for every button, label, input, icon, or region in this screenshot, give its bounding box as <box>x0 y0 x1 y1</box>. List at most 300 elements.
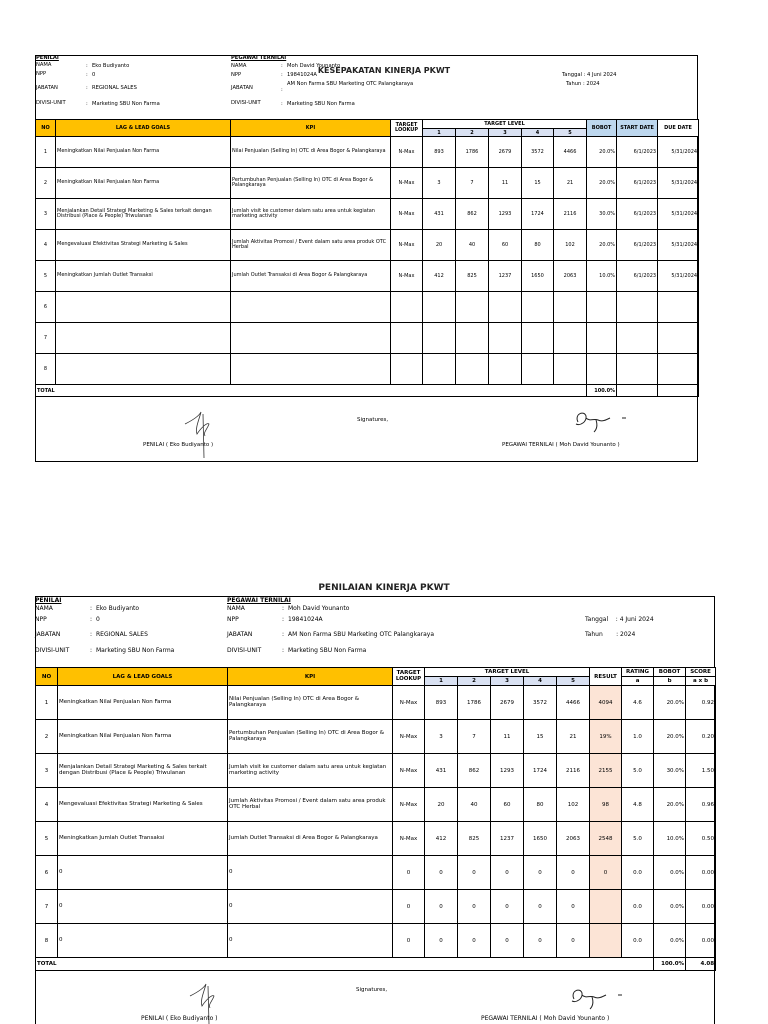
row-goal: Menjalankan Detail Strategi Marketing & Sales terkait dengan Distribusi (Place & People) Triwulanan <box>58 754 228 788</box>
row-bobot: 30.0% <box>587 199 617 230</box>
penilai-signature-caption: PENILAI ( Eko Budiyanto ) <box>143 442 214 448</box>
table-row <box>36 686 716 720</box>
header-no: NO <box>36 668 58 686</box>
nama-label: NAMA <box>36 62 52 68</box>
penilai-jabatan: REGIONAL SALES <box>96 631 148 638</box>
row-target-level <box>423 292 456 323</box>
row-start-date: 6/1/2023 <box>617 199 658 230</box>
header-lookup: TARGET LOOKUP <box>391 120 423 137</box>
nama-label: NAMA <box>35 605 53 612</box>
row-kpi: Nilai Penjualan (Selling In) OTC di Area Bogor & Palangkaraya <box>231 137 391 168</box>
table-row <box>36 924 716 958</box>
pegawai-jabatan: AM Non Farma SBU Marketing OTC Palangkaraya <box>287 81 414 87</box>
table-row <box>36 168 699 199</box>
row-target-level: 80 <box>522 230 554 261</box>
row-target-level: 862 <box>458 754 491 788</box>
row-target-level <box>554 292 587 323</box>
row-due-date <box>658 354 699 385</box>
row-rating: 1.0 <box>622 720 654 754</box>
row-target-level <box>554 354 587 385</box>
pegawai-heading: PEGAWAI TERNILAI <box>231 55 287 61</box>
row-target-level: 1786 <box>456 137 489 168</box>
divisi-label: DIVISI-UNIT <box>35 647 70 654</box>
row-result <box>590 924 622 958</box>
header-b: b <box>654 677 686 686</box>
pegawai-signature-caption: PEGAWAI TERNILAI ( Moh David Younanto ) <box>481 1015 610 1022</box>
row-rating: 5.0 <box>622 754 654 788</box>
header-level-5: 5 <box>557 677 590 686</box>
header-target-level: TARGET LEVEL <box>425 668 590 677</box>
row-target-level <box>554 323 587 354</box>
row-target-level: 40 <box>456 230 489 261</box>
row-target-level: 862 <box>456 199 489 230</box>
row-result: 98 <box>590 788 622 822</box>
row-no: 7 <box>36 323 56 354</box>
row-target-level: 825 <box>456 261 489 292</box>
row-goal <box>56 354 231 385</box>
tahun-value: 2024 <box>620 631 636 638</box>
header-goals: LAG & LEAD GOALS <box>58 668 228 686</box>
row-kpi <box>231 292 391 323</box>
header-a: a <box>622 677 654 686</box>
row-result: 2155 <box>590 754 622 788</box>
row-target-level <box>456 323 489 354</box>
row-bobot <box>587 292 617 323</box>
table-row <box>36 230 699 261</box>
row-kpi: Jumlah Aktivitas Promosi / Event dalam satu area produk OTC Herbal <box>231 230 391 261</box>
header-level-5: 5 <box>554 129 587 137</box>
row-target-level: 0 <box>557 924 590 958</box>
row-target-level: 7 <box>458 720 491 754</box>
row-lookup: 0 <box>393 890 425 924</box>
row-goal: Meningkatkan Nilai Penjualan Non Farma <box>58 686 228 720</box>
row-bobot <box>587 323 617 354</box>
table-row <box>36 323 699 354</box>
row-no: 2 <box>36 168 56 199</box>
header-goals: LAG & LEAD GOALS <box>56 120 231 137</box>
table-row <box>36 137 699 168</box>
row-goal: Meningkatkan Nilai Penjualan Non Farma <box>58 720 228 754</box>
row-target-level: 2679 <box>489 137 522 168</box>
row-no: 8 <box>36 354 56 385</box>
row-score: 0.50 <box>686 822 716 856</box>
row-score: 1.50 <box>686 754 716 788</box>
row-rating: 0.0 <box>622 890 654 924</box>
row-target-level: 102 <box>557 788 590 822</box>
row-goal <box>56 292 231 323</box>
row-target-level: 80 <box>524 788 557 822</box>
penilai-npp: 0 <box>96 616 100 623</box>
row-target-level: 20 <box>423 230 456 261</box>
row-goal: 0 <box>58 856 228 890</box>
row-no: 6 <box>36 292 56 323</box>
header-axb: a x b <box>686 677 716 686</box>
row-target-level: 2063 <box>557 822 590 856</box>
row-target-level: 0 <box>557 890 590 924</box>
header-rating: RATING <box>622 668 654 677</box>
jabatan-label: JABATAN <box>231 85 253 91</box>
row-lookup: N-Max <box>391 199 423 230</box>
row-target-level <box>489 292 522 323</box>
npp-label: NPP <box>35 616 47 623</box>
header-no: NO <box>36 120 56 137</box>
header-kpi: KPI <box>231 120 391 137</box>
nama-label: NAMA <box>227 605 245 612</box>
row-bobot: 10.0% <box>587 261 617 292</box>
nama-label: NAMA <box>231 63 247 69</box>
row-rating: 0.0 <box>622 924 654 958</box>
pegawai-signature-icon <box>572 408 632 432</box>
penilai-divisi: Marketing SBU Non Farma <box>96 647 175 654</box>
header-level-1: 1 <box>425 677 458 686</box>
row-no: 2 <box>36 720 58 754</box>
penilai-divisi: Marketing SBU Non Farma <box>92 101 160 107</box>
row-target-level <box>489 354 522 385</box>
row-bobot: 20.0% <box>654 788 686 822</box>
row-no: 4 <box>36 230 56 261</box>
penilaian-title: PENILAIAN KINERJA PKWT <box>318 583 450 593</box>
row-target-level <box>522 292 554 323</box>
row-target-level: 4466 <box>557 686 590 720</box>
table-row <box>36 261 699 292</box>
table-row <box>36 856 716 890</box>
row-target-level: 2063 <box>554 261 587 292</box>
row-lookup: 0 <box>393 856 425 890</box>
header-level-2: 2 <box>458 677 491 686</box>
row-goal: 0 <box>58 890 228 924</box>
jabatan-label: JABATAN <box>227 631 253 638</box>
row-target-level: 60 <box>491 788 524 822</box>
header-level-1: 1 <box>423 129 456 137</box>
divisi-label: DIVISI-UNIT <box>36 100 66 106</box>
row-result: 2548 <box>590 822 622 856</box>
row-target-level: 1786 <box>458 686 491 720</box>
tanggal-label: Tanggal <box>562 72 582 78</box>
row-start-date: 6/1/2023 <box>617 230 658 261</box>
row-no: 4 <box>36 788 58 822</box>
penilai-heading: PENILAI <box>36 55 59 61</box>
pegawai-divisi: Marketing SBU Non Farma <box>288 647 367 654</box>
row-target-level: 2116 <box>554 199 587 230</box>
row-rating: 4.6 <box>622 686 654 720</box>
row-target-level: 21 <box>554 168 587 199</box>
row-start-date: 6/1/2023 <box>617 137 658 168</box>
row-target-level <box>423 354 456 385</box>
header-lookup: TARGET LOOKUP <box>393 668 425 686</box>
row-bobot: 20.0% <box>654 686 686 720</box>
table-row <box>36 354 699 385</box>
total-bobot: 100.0% <box>587 385 617 397</box>
header-level-2: 2 <box>456 129 489 137</box>
row-goal: Meningkatkan Jumlah Outlet Transaksi <box>56 261 231 292</box>
row-target-level: 431 <box>423 199 456 230</box>
tahun-value: 2024 <box>586 81 600 87</box>
row-due-date <box>658 323 699 354</box>
row-kpi: 0 <box>228 924 393 958</box>
row-goal: Meningkatkan Jumlah Outlet Transaksi <box>58 822 228 856</box>
row-target-level: 1237 <box>491 822 524 856</box>
kesepakatan-tahun: Tahun : 2024 <box>566 81 600 87</box>
jabatan-label: JABATAN <box>36 85 58 91</box>
table-row <box>36 890 716 924</box>
row-bobot: 0.0% <box>654 924 686 958</box>
row-target-level: 2116 <box>557 754 590 788</box>
pegawai-signature-caption: PEGAWAI TERNILAI ( Moh David Younanto ) <box>502 442 620 448</box>
row-target-level: 1650 <box>522 261 554 292</box>
row-target-level: 20 <box>425 788 458 822</box>
row-bobot: 0.0% <box>654 890 686 924</box>
row-target-level: 1293 <box>491 754 524 788</box>
row-goal: Meningkatkan Nilai Penjualan Non Farma <box>56 168 231 199</box>
penilai-npp: 0 <box>92 72 96 78</box>
row-score: 0.96 <box>686 788 716 822</box>
row-kpi: Jumlah Aktivitas Promosi / Event dalam satu area produk OTC Herbal <box>228 788 393 822</box>
row-target-level: 0 <box>491 924 524 958</box>
header-target-level: TARGET LEVEL <box>423 120 587 129</box>
row-due-date: 5/31/2024 <box>658 137 699 168</box>
row-score: 0.00 <box>686 890 716 924</box>
row-no: 3 <box>36 754 58 788</box>
row-lookup <box>391 323 423 354</box>
divisi-label: DIVISI-UNIT <box>231 100 261 106</box>
row-no: 6 <box>36 856 58 890</box>
row-target-level <box>456 354 489 385</box>
row-target-level: 0 <box>458 924 491 958</box>
row-lookup <box>391 292 423 323</box>
table-row <box>36 199 699 230</box>
row-lookup: 0 <box>393 924 425 958</box>
row-kpi <box>231 354 391 385</box>
row-kpi: Nilai Penjualan (Selling In) OTC di Area Bogor & Palangkaraya <box>228 686 393 720</box>
row-target-level: 0 <box>524 856 557 890</box>
divisi-label: DIVISI-UNIT <box>227 647 262 654</box>
row-start-date <box>617 292 658 323</box>
npp-label: NPP <box>36 71 47 77</box>
row-start-date <box>617 323 658 354</box>
signatures-label: Signatures, <box>357 417 389 423</box>
tahun-label: Tahun <box>566 81 582 87</box>
signatures-label: Signatures, <box>356 987 388 993</box>
header-due-date: DUE DATE <box>658 120 699 137</box>
row-rating: 4.8 <box>622 788 654 822</box>
row-target-level: 2679 <box>491 686 524 720</box>
row-kpi: Jumlah visit ke customer dalam satu area untuk kegiatan marketing activity <box>228 754 393 788</box>
row-bobot: 20.0% <box>587 137 617 168</box>
row-no: 5 <box>36 261 56 292</box>
penilaian-table <box>35 667 716 971</box>
row-bobot: 20.0% <box>654 720 686 754</box>
pegawai-heading: PEGAWAI TERNILAI <box>227 597 291 604</box>
row-target-level: 0 <box>524 890 557 924</box>
penilai-signature-caption: PENILAI ( Eko Budiyanto ) <box>141 1015 218 1022</box>
row-target-level: 1293 <box>489 199 522 230</box>
row-target-level: 102 <box>554 230 587 261</box>
row-lookup: N-Max <box>393 822 425 856</box>
row-score: 0.20 <box>686 720 716 754</box>
row-target-level <box>489 323 522 354</box>
row-due-date: 5/31/2024 <box>658 261 699 292</box>
row-target-level: 1237 <box>489 261 522 292</box>
row-rating: 5.0 <box>622 822 654 856</box>
row-target-level: 3 <box>423 168 456 199</box>
row-no: 3 <box>36 199 56 230</box>
header-result: RESULT <box>590 668 622 686</box>
row-target-level: 1724 <box>522 199 554 230</box>
row-score: 0.00 <box>686 924 716 958</box>
row-target-level <box>456 292 489 323</box>
kesepakatan-rows <box>36 137 699 385</box>
npp-label: NPP <box>231 72 242 78</box>
row-target-level: 825 <box>458 822 491 856</box>
row-result: 0 <box>590 856 622 890</box>
row-kpi: Jumlah Outlet Transaksi di Area Bogor & Palangkaraya <box>231 261 391 292</box>
row-bobot: 20.0% <box>587 168 617 199</box>
row-target-level: 11 <box>489 168 522 199</box>
document-page: KESEPAKATAN KINERJA PKWT PENILAI NAMA : Eko Budiyanto NPP : 0 JABATAN : REGIONAL SALES DIVISI-UNIT : Marketing SBU Non Farma PEGAWAI TERNILAI NAMA : Moh David Younanto NPP : 19841024A JABATAN : AM Non Farma SBU Marketing OTC Palangkaraya DIVISI-UNIT : Marketing SBU Non Farma Tanggal : 4 Juni 2024 Tahun : 2024 NO LAG & LEAD GOALS KPI TARGET LOOKUP TARGET LEVEL BOBOT START DATE DUE DATE 1 2 3 4 5 1 Meningkatkan Nilai Penjualan Non Farma Nilai Penjualan (Selling In) OTC di Area Bogor & Palangkaraya N-Max 893 1786 2679 3572 4466 20.0% 6/1/2023 5/31/2024 2 Meningkatkan Nilai Penjualan Non Farma Pertumbuhan Penjualan (Selling In) OTC di Area Bogor & Palangkaraya N-Max 3 7 11 15 21 20.0% 6/1/2023 5/31/2024 3 Menjalankan Detail Strategi Marketing & Sales terkait dengan Distribusi (Place & People) Triwulanan Jumlah visit ke customer dalam satu area untuk kegiatan marketing activity N-Max 431 862 1293 1724 2116 30.0% 6/1/2023 5/31/2024 4 Mengevaluasi Efektivitas Strategi Marketing & Sales Jumlah Aktivitas Promosi / Event dalam satu area produk OTC Herbal N-Max 20 40 60 80 102 20.0% 6/1/2023 5/31/2024 5 Meningkatkan Jumlah Outlet Transaksi Jumlah Outlet Transaksi di Area Bogor & Palangkaraya N-Max 412 825 1237 1650 2063 10.0% 6/1/2023 5/31/2024 6 7 8 TOTAL 100.0% Signatures, PENILAI ( Eko Budiyanto ) PEGAWAI TERNILAI ( Moh David Younanto ) PENILAIAN KINERJA PKWT PENILAI NAMA : Eko Budiyanto NPP : 0 JABATAN : REGIONAL SALES DIVISI-UNIT : Marketing SBU Non Farma PEGAWAI TERNILAI NAMA : Moh David Younanto NPP : 19841024A JABATAN : AM Non Farma SBU Marketing OTC Palangkaraya DIVISI-UNIT : Marketing SBU Non Farma Tanggal : 4 Juni 2024 Tahun : 2024 NO LAG & LEAD GOALS KPI TARGET LOOKUP TARGET LEVEL RESULT RATING BOBOT SCORE 1 2 3 4 5 a b a x b 1 Meningkatkan Nilai Penjualan Non Farma Nilai Penjualan (Selling In) OTC di Area Bogor & Palangkaraya N-Max 893 1786 2679 3572 4466 4094 4.6 20.0% 0.92 2 Meningkatkan Nilai Penjualan Non Farma Pertumbuhan Penjualan (Selling In) OTC di Area Bogor & Palangkaraya N-Max 3 7 11 15 21 19% 1.0 20.0% 0.20 3 Menjalankan Detail Strategi Marketing & Sales terkait dengan Distribusi (Place & People) Triwulanan Jumlah visit ke customer dalam satu area untuk kegiatan marketing activity N-Max 431 862 1293 1724 2116 2155 5.0 30.0% 1.50 4 Mengevaluasi Efektivitas Strategi Marketing & Sales Jumlah Aktivitas Promosi / Event dalam satu area produk OTC Herbal N-Max 20 40 60 80 102 98 4.8 20.0% 0.96 5 Meningkatkan Jumlah Outlet Transaksi Jumlah Outlet Transaksi di Area Bogor & Palangkaraya N-Max 412 825 1237 1650 2063 2548 5.0 10.0% 0.50 6 0 0 0 0 0 0 0 0 0 0.0 0.0% 0.00 7 0 0 0 0 0 0 0 0 0.0 0.0% 0.00 8 0 0 0 0 0 0 0 0 0.0 0.0% 0.00 TOTAL 100.0% 4.08 Signatures, PENILAI ( Eko Budiyanto ) PEGAWAI TERNILAI ( Moh David Younanto ) <box>0 0 768 1024</box>
row-lookup: N-Max <box>393 754 425 788</box>
table-row <box>36 754 716 788</box>
row-goal: Mengevaluasi Efektivitas Strategi Marketing & Sales <box>56 230 231 261</box>
header-kpi: KPI <box>228 668 393 686</box>
row-target-level: 0 <box>458 856 491 890</box>
row-goal: Meningkatkan Nilai Penjualan Non Farma <box>56 137 231 168</box>
header-level-4: 4 <box>524 677 557 686</box>
penilaian-tahun: Tahun : 2024 <box>585 631 636 638</box>
pegawai-nama: Moh David Younanto <box>287 63 341 69</box>
row-target-level: 0 <box>491 890 524 924</box>
penilai-nama: Eko Budiyanto <box>96 605 140 612</box>
kesepakatan-title: KESEPAKATAN KINERJA PKWT <box>317 66 451 75</box>
row-target-level: 15 <box>524 720 557 754</box>
penilaian-rows <box>36 686 716 958</box>
header-level-4: 4 <box>522 129 554 137</box>
row-kpi: 0 <box>228 856 393 890</box>
tanggal-label: Tanggal <box>585 616 609 623</box>
row-target-level <box>522 323 554 354</box>
header-start-date: START DATE <box>617 120 658 137</box>
row-target-level: 412 <box>425 822 458 856</box>
tanggal-value: 4 Juni 2024 <box>587 72 617 78</box>
row-bobot: 10.0% <box>654 822 686 856</box>
row-target-level: 0 <box>425 890 458 924</box>
row-goal: 0 <box>58 924 228 958</box>
row-goal <box>56 323 231 354</box>
row-due-date: 5/31/2024 <box>658 230 699 261</box>
pegawai-jabatan: AM Non Farma SBU Marketing OTC Palangkaraya <box>288 631 434 638</box>
penilai-heading: PENILAI <box>35 597 62 604</box>
row-score: 0.00 <box>686 856 716 890</box>
jabatan-label: JABATAN <box>35 631 61 638</box>
row-target-level: 3572 <box>524 686 557 720</box>
table-row <box>36 822 716 856</box>
penilaian-tanggal: Tanggal : 4 Juni 2024 <box>585 616 654 623</box>
row-target-level: 0 <box>425 856 458 890</box>
row-target-level: 0 <box>491 856 524 890</box>
table-row <box>36 292 699 323</box>
pegawai-nama: Moh David Younanto <box>288 605 350 612</box>
penilai-signature-icon <box>183 410 223 460</box>
row-goal: Menjalankan Detail Strategi Marketing & Sales terkait dengan Distribusi (Place & People) Triwulanan <box>56 199 231 230</box>
row-target-level: 0 <box>557 856 590 890</box>
row-start-date: 6/1/2023 <box>617 261 658 292</box>
row-target-level: 1650 <box>524 822 557 856</box>
row-target-level: 60 <box>489 230 522 261</box>
row-bobot: 30.0% <box>654 754 686 788</box>
table-row <box>36 720 716 754</box>
row-target-level: 412 <box>423 261 456 292</box>
row-no: 1 <box>36 686 58 720</box>
row-target-level: 15 <box>522 168 554 199</box>
row-no: 1 <box>36 137 56 168</box>
row-target-level: 7 <box>456 168 489 199</box>
row-target-level: 893 <box>423 137 456 168</box>
row-target-level: 0 <box>425 924 458 958</box>
row-kpi: 0 <box>228 890 393 924</box>
row-lookup: N-Max <box>393 686 425 720</box>
npp-label: NPP <box>227 616 239 623</box>
row-target-level: 893 <box>425 686 458 720</box>
pegawai-npp: 19841024A <box>288 616 323 623</box>
row-target-level <box>522 354 554 385</box>
row-due-date: 5/31/2024 <box>658 168 699 199</box>
row-lookup: N-Max <box>391 137 423 168</box>
row-target-level: 0 <box>524 924 557 958</box>
row-score: 0.92 <box>686 686 716 720</box>
row-kpi: Jumlah visit ke customer dalam satu area untuk kegiatan marketing activity <box>231 199 391 230</box>
row-target-level: 3 <box>425 720 458 754</box>
header-bobot: BOBOT <box>587 120 617 137</box>
row-target-level <box>423 323 456 354</box>
row-result: 4094 <box>590 686 622 720</box>
tahun-label: Tahun <box>585 631 603 638</box>
row-kpi: Jumlah Outlet Transaksi di Area Bogor & Palangkaraya <box>228 822 393 856</box>
row-target-level: 21 <box>557 720 590 754</box>
row-rating: 0.0 <box>622 856 654 890</box>
row-no: 7 <box>36 890 58 924</box>
row-target-level: 11 <box>491 720 524 754</box>
header-score: SCORE <box>686 668 716 677</box>
row-target-level: 1724 <box>524 754 557 788</box>
penilai-signature-icon <box>188 982 228 1024</box>
total-label: TOTAL <box>36 385 587 397</box>
row-bobot: 0.0% <box>654 856 686 890</box>
row-due-date: 5/31/2024 <box>658 199 699 230</box>
header-level-3: 3 <box>491 677 524 686</box>
kesepakatan-tanggal: Tanggal : 4 Juni 2024 <box>562 72 617 78</box>
row-lookup: N-Max <box>391 168 423 199</box>
row-lookup: N-Max <box>391 230 423 261</box>
row-target-level: 0 <box>458 890 491 924</box>
header-level-3: 3 <box>489 129 522 137</box>
table-row <box>36 788 716 822</box>
row-lookup <box>391 354 423 385</box>
header-bobot: BOBOT <box>654 668 686 677</box>
row-target-level: 4466 <box>554 137 587 168</box>
row-target-level: 431 <box>425 754 458 788</box>
row-start-date <box>617 354 658 385</box>
pegawai-npp: 19841024A <box>287 72 317 78</box>
pegawai-signature-icon <box>568 985 628 1009</box>
row-no: 5 <box>36 822 58 856</box>
kesepakatan-table <box>35 119 699 397</box>
row-no: 8 <box>36 924 58 958</box>
row-lookup: N-Max <box>391 261 423 292</box>
row-result: 19% <box>590 720 622 754</box>
penilai-nama: Eko Budiyanto <box>92 63 130 69</box>
row-target-level: 40 <box>458 788 491 822</box>
total-bobot: 100.0% <box>654 958 686 971</box>
row-lookup: N-Max <box>393 720 425 754</box>
